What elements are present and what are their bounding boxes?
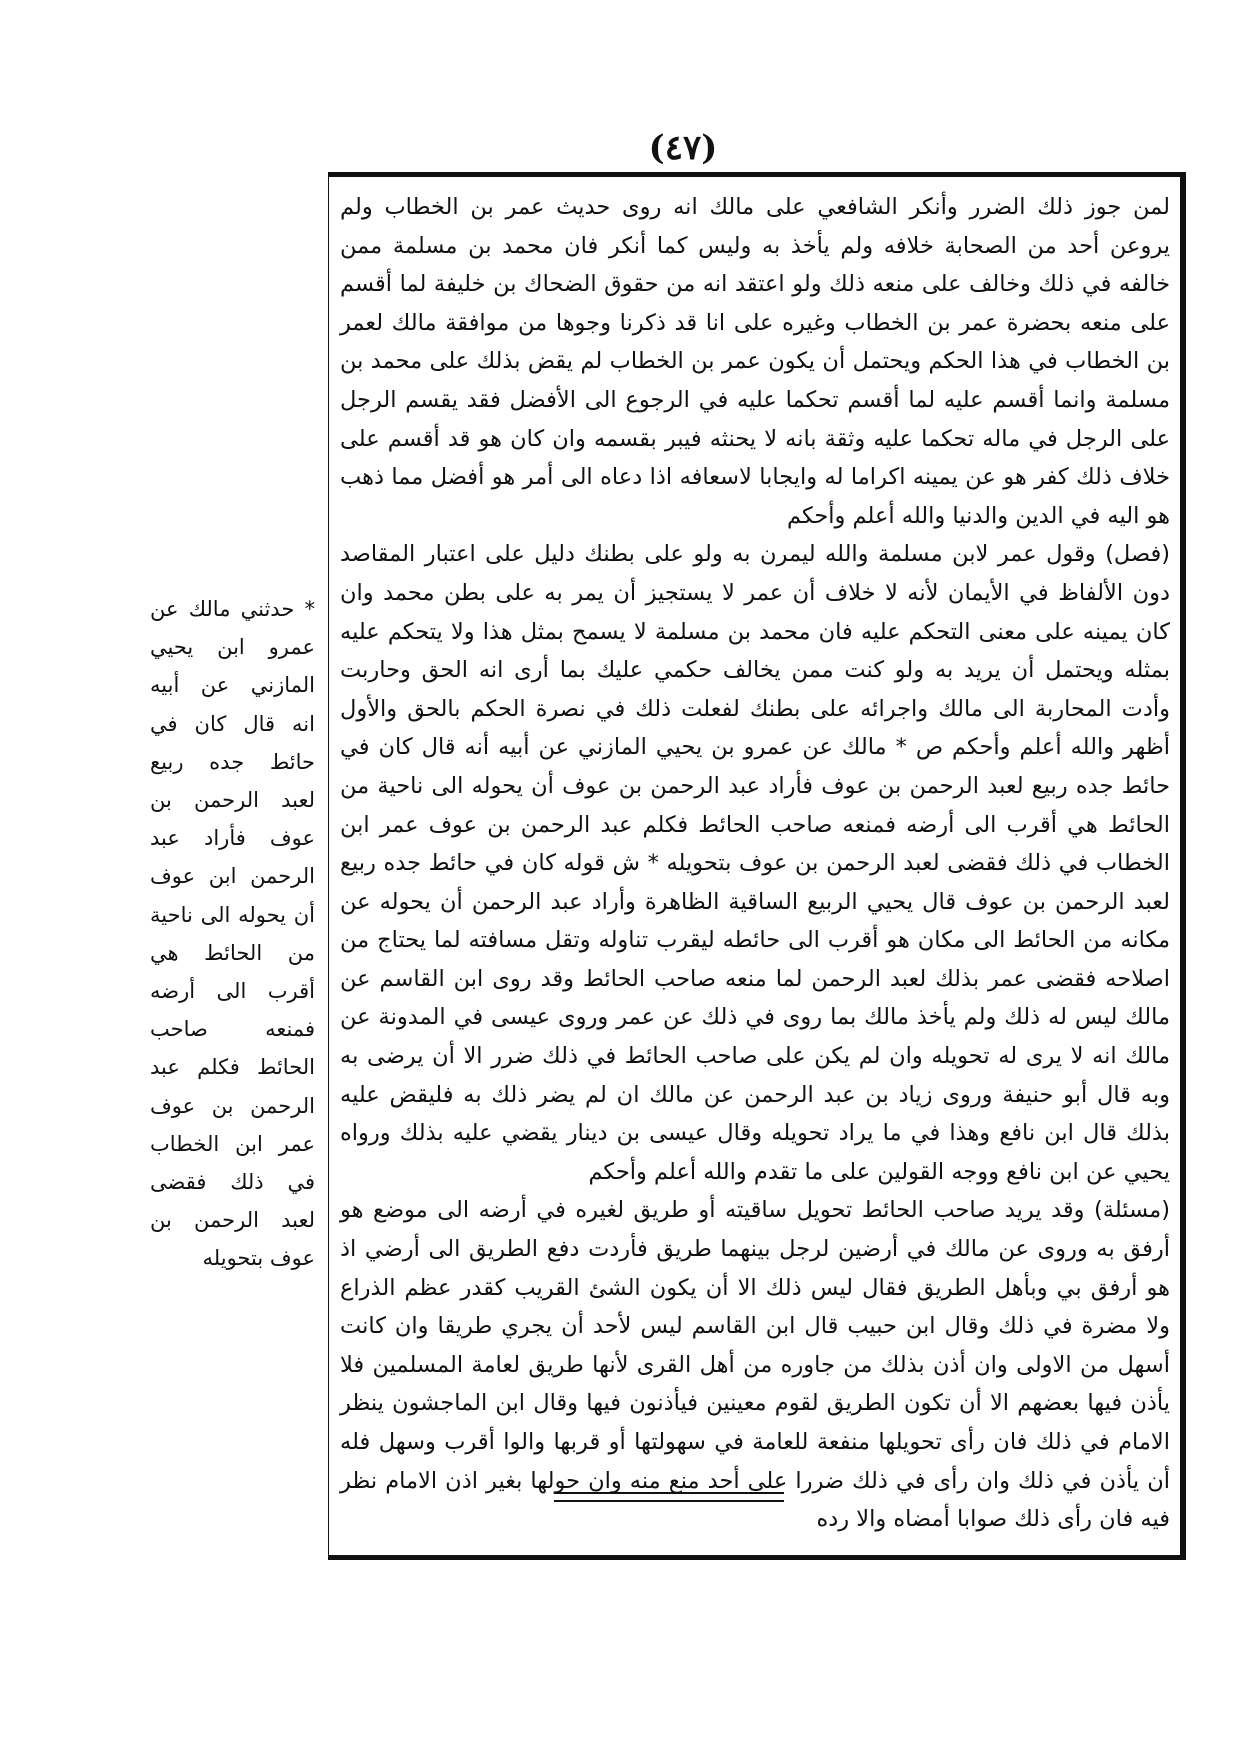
margin-note xyxy=(150,590,315,1278)
paragraph: (فصل) وقول عمر لابن مسلمة والله ليمرن به ولو على بطنك دليل على اعتبار المقاصد دون الألفاظ في الأيمان لأنه لا خلاف أن عمر لا يستجيز أن يمر به على بطن محمد وان كان يمينه على معنى التحكم عليه فان محمد بن مسلمة لا يسمح بمثل هذا ولا يتحكم عليه بمثله ويحتمل أن يريد به ولو كنت ممن يخالف حكمي عليك بما أرى انه الحق وحاربت وأدت المحاربة الى مالك واجرائه على بطنك لفعلت ذلك في نصرة الحكم بالحق والأول أظهر والله أعلم وأحكم ص * مالك عن عمرو بن يحيي المازني عن أبيه أنه قال كان في حائط جده ربيع لعبد الرحمن بن عوف فأراد عبد الرحمن بن عوف أن يحوله الى ناحية من الحائط هي أقرب الى أرضه فمنعه صاحب الحائط فكلم عبد الرحمن بن عوف عمر ابن الخطاب في ذلك فقضى لعبد الرحمن بن عوف بتحويله * ش قوله كان في حائط جده ربيع لعبد الرحمن بن عوف قال يحيي الربيع الساقية الظاهرة وأراد عبد الرحمن أن يحوله عن مكانه من الحائط الى مكان هو أقرب الى حائطه ليقرب تناوله وتقل مسافته لما يحتاج من اصلاحه فقضى عمر بذلك لعبد الرحمن لما منعه صاحب الحائط وقد روى ابن القاسم عن مالك ليس له ذلك ولم يأخذ مالك بما روى في ذلك عن عمر وروى عيسى في المدونة عن مالك انه لا يرى له تحويله وان لم يكن على صاحب الحائط في ذلك ضرر الا أن يرضى به وبه قال أبو حنيفة وروى زياد بن عبد الرحمن عن مالك ان لم يضر ذلك به فليقض عليه بذلك قال ابن نافع وهذا في ما يراد تحويله وقال عيسى بن دينار يقضي عليه بذلك ورواه يحيي عن ابن نافع ووجه القولين على ما تقدم والله أعلم وأحكم xyxy=(340,541,1170,1185)
paragraph: (مسئلة) وقد يريد صاحب الحائط تحويل ساقيته أو طريق لغيره في أرضه الى موضع هو أرفق به وروى عن مالك في أرضين لرجل بينهما طريق فأردت دفع الطريق الى أرضي اذ هو أرفق بي وبأهل الطريق فقال ليس ذلك الا أن يكون الشئ القريب كقدر عظم الذراع ولا مضرة في ذلك وقال ابن حبيب قال ابن القاسم ليس لأحد أن يجري طريقا وان كانت أسهل من الاولى وان أذن بذلك من جاوره من أهل القرى لأنها طريق لعامة المسلمين فلا يأذن فيها بعضهم الا أن تكون الطريق لقوم معينين فيأذنون فيها وقال ابن الماجشون ينظر الامام في ذلك فان رأى تحويلها منفعة للعامة في سهولتها أو قربها والوا أقرب وسهل فله أن يأذن في ذلك وان رأى في ذلك ضررا على أحد منع منه وان حولها بغير اذن الامام نظر فيه فان رأى ذلك صوابا أمضاه والا رده xyxy=(340,1197,1170,1533)
paragraph: لمن جوز ذلك الضرر وأنكر الشافعي على مالك انه روى حديث عمر بن الخطاب ولم يروعن أحد من الصحابة خلافه ولم يأخذ به وليس كما أنكر فان محمد بن مسلمة ممن خالفه في ذلك وخالف على منعه ذلك ولو اعتقد انه من حقوق الضحاك بن خليفة لما أقسم على منعه بحضرة عمر بن الخطاب وغيره على انا قد ذكرنا وجوها من موافقة مالك لعمر بن الخطاب في هذا الحكم ويحتمل أن يكون عمر بن الخطاب لم يقض بذلك على محمد بن مسلمة وانما أقسم عليه لما أقسم تحكما عليه في الرجوع الى الأفضل فقد يقسم الرجل على الرجل في ماله تحكما عليه وثقة بانه لا يحنثه فيبر بقسمه وان كان هو قد أقسم على خلاف ذلك كفر هو عن يمينه اكراما له وايجابا لاسعافه اذا دعاه الى أمر هو أفضل مما ذهب هو اليه في الدين والدنيا والله أعلم وأحكم xyxy=(340,194,1170,529)
margin-note-text: * حدثني مالك عن عمرو ابن يحيي المازني عن أبيه انه قال كان في حائط جده ربيع لعبد الرحمن بن عوف فأراد عبد الرحمن ابن عوف أن يحوله الى ناحية من الحائط هي أقرب الى أرضه فمنعه صاحب الحائط فكلم عبد الرحمن بن عوف عمر ابن الخطاب في ذلك فقضى لعبد الرحمن بن عوف بتحويله xyxy=(150,597,315,1271)
page-number: (٤٧) xyxy=(648,128,718,168)
main-text-block xyxy=(340,188,1170,1539)
frame-thick-rule xyxy=(1180,172,1185,1560)
end-ornament xyxy=(554,1492,784,1502)
